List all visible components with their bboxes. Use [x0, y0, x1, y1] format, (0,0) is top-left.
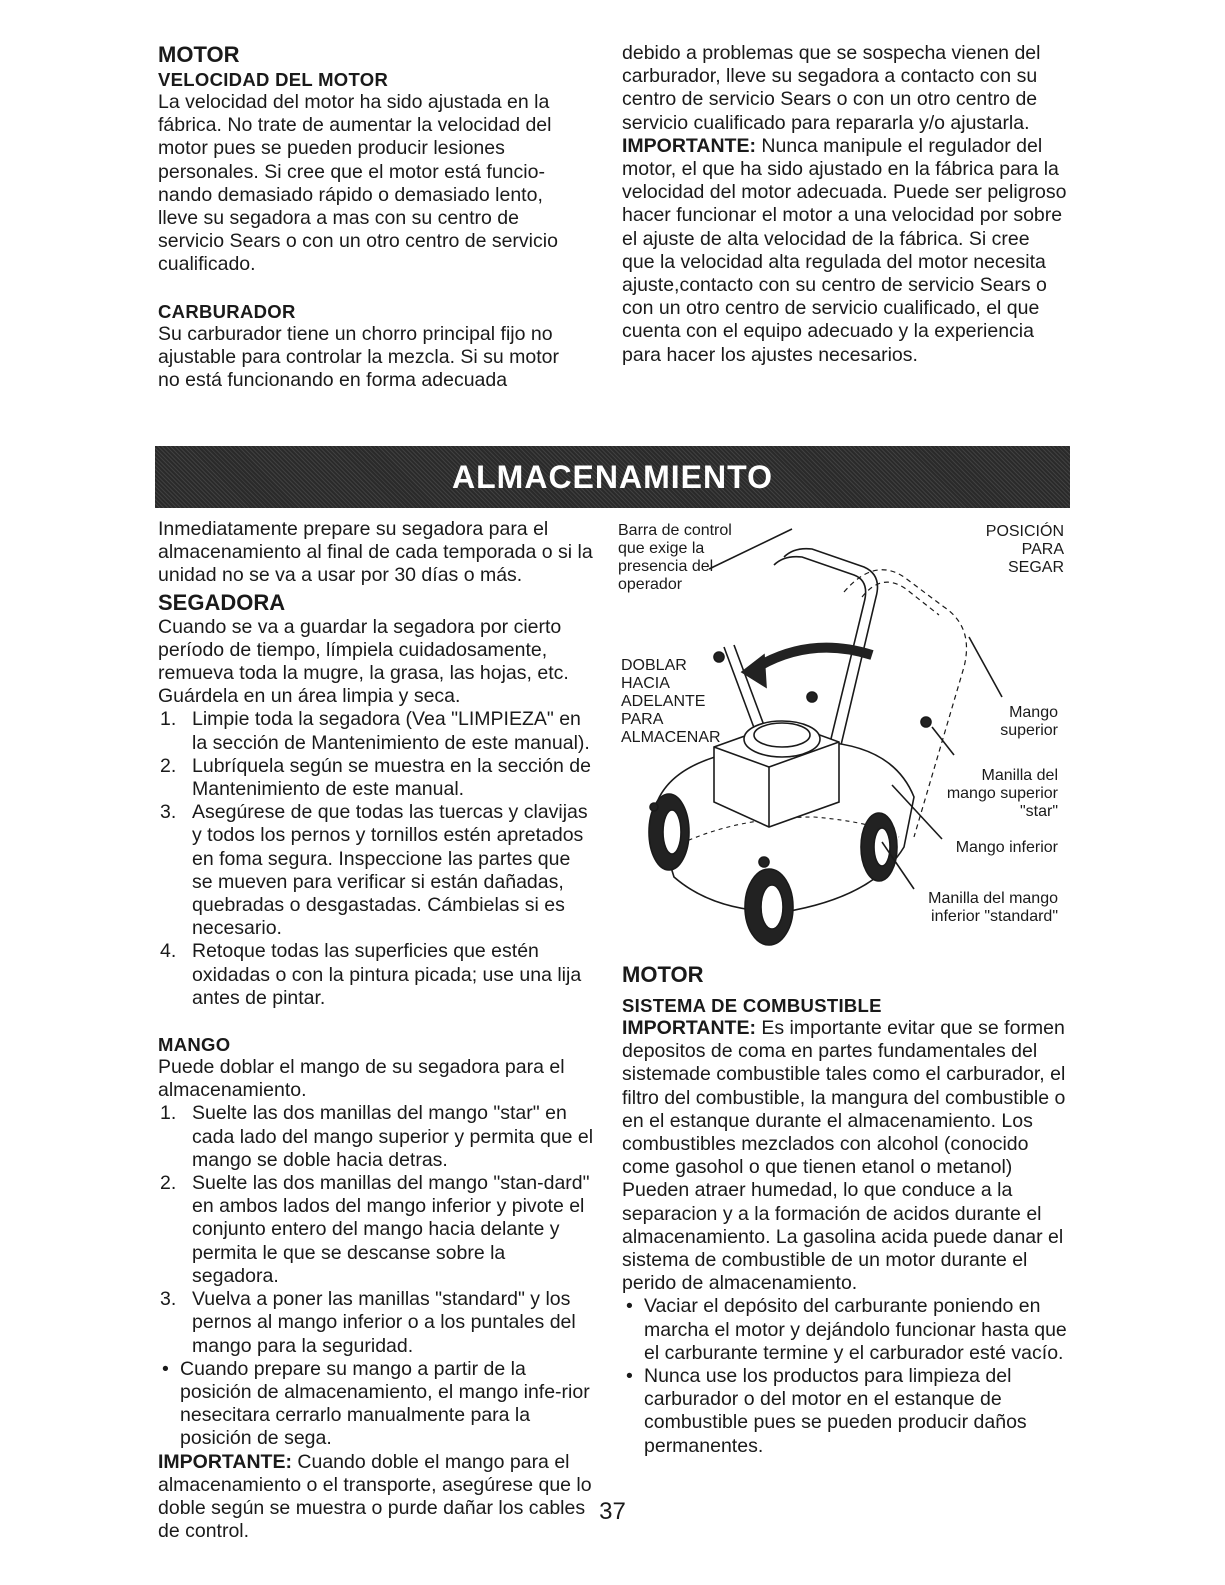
list-item: 4. Retoque todas las superficies que estén oxidadas o con la pintura picada; use una lija antes de pintar. — [160, 940, 582, 1009]
subheading-mango: MANGO — [158, 1034, 231, 1056]
banner-title: ALMACENAMIENTO — [452, 458, 773, 495]
important-label: IMPORTANTE: — [622, 134, 756, 157]
paragraph-importante-regulador — [622, 135, 1067, 367]
list-item: 1. Suelte las dos manillas del mango "star" en cada lado del mango superior y permita que el mango se doble hacia detras. — [160, 1102, 594, 1171]
mango-steps-list — [158, 1102, 595, 1357]
subheading-combustible: SISTEMA DE COMBUSTIBLE — [622, 995, 882, 1016]
section-heading-motor-2: MOTOR — [622, 962, 704, 987]
paragraph-carburador-cont: debido a problemas que se sospecha vienen del carburador, lleve su segadora a contacto con su centro de servicio Sears o con un otro centro de servicio cualificado para repararla y/o ajustarla. — [622, 42, 1041, 134]
label-manilla-inferior: Manilla del mango inferior "standard" — [928, 890, 1058, 925]
label-doblar-almacenar: DOBLAR HACIA ADELANTE PARA ALMACENAR — [621, 657, 721, 746]
section-banner — [155, 446, 1070, 508]
label-posicion-segar: POSICIÓN PARA SEGAR — [985, 523, 1064, 576]
page-number: 37 — [599, 1498, 626, 1525]
list-item: 3. Vuelva a poner las manillas "standard" y los pernos al mango inferior o a los puntales del mango para la seguridad. — [160, 1288, 576, 1357]
paragraph-importante-mango — [158, 1451, 595, 1544]
paragraph-velocidad: La velocidad del motor ha sido ajustada en la fábrica. No trate de aumentar la velocidad del motor pues se pueden producir lesiones personales. Si cree que el motor está funcio-nando demasiado rápido o demasiado lento, lleve su segadora a mas con su centro de servicio Sears o con un otro centro de servicio cualificado. — [158, 91, 558, 276]
combustible-bullet-list — [622, 1295, 1067, 1457]
mango-bullet-list — [158, 1358, 595, 1451]
label-mango-inferior: Mango inferior — [955, 839, 1058, 856]
important-text: Es importante evitar que se formen depositos de coma en partes fundamentales del sistemade combustible tales como el carburador, el filtro del combustible, la mangura del combustible o en el estanque durante el almacenamiento. Los combustibles mezclados con alcohol (conocido come gasohol o que tienen etanol o metanol) Pueden atraer humedad, lo que conduce a la separacion y a la formación de acidos durante el almacenamiento. La gasolina acida puede danar el sistema de combustible de un motor durante el perido de almacenamiento. — [622, 1017, 1066, 1295]
label-manilla-superior: Manilla del mango superior "star" — [946, 767, 1058, 820]
mower-storage-figure — [614, 517, 1066, 949]
important-label: IMPORTANTE: — [158, 1450, 292, 1473]
paragraph-importante-combustible — [622, 1017, 1067, 1295]
important-text: Nunca manipule el regulador del motor, el que ha sido ajustado en la fábrica para la velocidad del motor adecuada. Puede ser peligroso hacer funcionar el motor a una velocidad por sobre el ajuste de alta velocidad de la fábrica. Si cree que la velocidad alta regulada del motor necesita ajuste,contacto con su centro de servicio Sears o con un otro centro de servicio cualificado, el que cuenta con el equipo adecuado y la experiencia para hacer los ajustes necesarios. — [622, 134, 1067, 366]
list-item: 1. Limpie toda la segadora (Vea "LIMPIEZA" en la sección de Mantenimiento de este manual). — [160, 708, 590, 754]
important-text: Cuando doble el mango para el almacenamiento o el transporte, asegúrese que lo doble según se muestra o purde dañar los cables de control. — [158, 1450, 592, 1543]
right-column — [622, 962, 1067, 1458]
list-item: • Vaciar el depósito del carburante poniendo en marcha el motor y dejándolo funcionar hasta que el carburante termine y el carburador esté vacío. — [626, 1295, 1067, 1364]
subheading-carburador: CARBURADOR — [158, 300, 296, 322]
segadora-steps-list — [158, 708, 595, 1010]
left-column — [158, 518, 595, 1543]
label-barra-control: Barra de control que exige la presencia del operador — [618, 522, 732, 593]
top-right-column — [622, 42, 1067, 367]
list-item: 3. Asegúrese de que todas las tuercas y clavijas y todos los pernos y tornillos estén apretados en foma segura. Inspeccione las partes que se mueven para verificar si están dañadas, quebradas o desgastadas. Cámbielas si es necesario. — [160, 801, 588, 940]
important-label: IMPORTANTE: — [622, 1017, 756, 1039]
list-item: • Nunca use los productos para limpieza del carburador o del motor en el estanque de combustible pues se pueden producir daños permanentes. — [626, 1365, 1027, 1457]
subheading-velocidad: VELOCIDAD DEL MOTOR — [158, 69, 389, 90]
list-item: 2. Lubríquela según se muestra en la sección de Mantenimiento de este manual. — [160, 754, 591, 801]
label-mango-superior: Mango superior — [1000, 704, 1058, 739]
paragraph-carburador: Su carburador tiene un chorro principal fijo no ajustable para controlar la mezcla. Si su motor no está funcionando en forma adecuada — [158, 322, 560, 392]
top-left-column — [158, 42, 583, 392]
paragraph-intro: Inmediatamente prepare su segadora para el almacenamiento al final de cada temporada o si la unidad no se va a usar por 30 días o más. — [158, 518, 593, 587]
list-item: • Cuando prepare su mango a partir de la posición de almacenamiento, el mango infe-rior nesecitara cerrarlo manualmente para la posición de sega. — [162, 1357, 590, 1450]
paragraph-mango: Puede doblar el mango de su segadora para el almacenamiento. — [158, 1056, 565, 1102]
section-heading-motor: MOTOR — [158, 42, 240, 67]
section-heading-segadora: SEGADORA — [158, 589, 286, 615]
list-item: 2. Suelte las dos manillas del mango "stan-dard" en ambos lados del mango inferior y pivote el conjunto entero del mango hacia delante y permita le que se descanse sobre la segadora. — [160, 1172, 590, 1287]
paragraph-segadora: Cuando se va a guardar la segadora por cierto período de tiempo, límpiela cuidadosamente, remueva toda la mugre, la grasa, las hojas, etc. Guárdela en un área limpia y seca. — [158, 615, 569, 708]
